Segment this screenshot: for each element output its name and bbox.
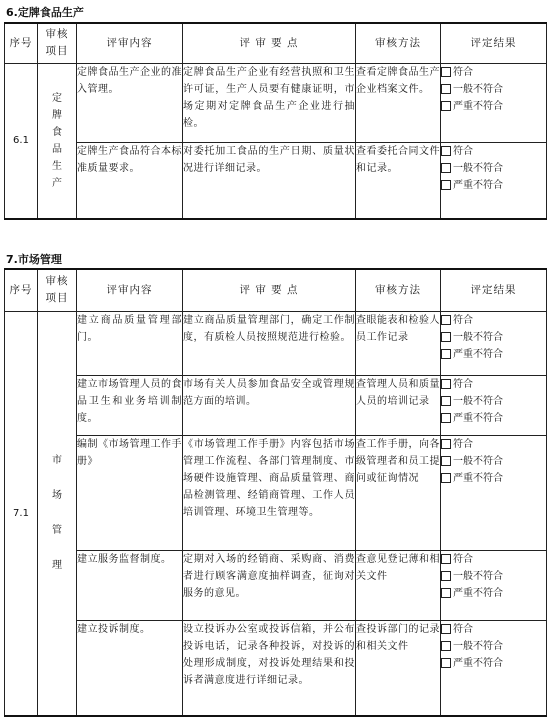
header-points: 评 审 要 点	[183, 23, 356, 63]
table-row	[5, 375, 547, 435]
checkbox[interactable]	[441, 180, 451, 190]
header-no: 序号	[5, 23, 38, 63]
option-label: 严重不符合	[453, 348, 503, 360]
table-row	[5, 435, 547, 550]
review-points: 对委托加工食品的生产日期、质量状况进行详细记录。	[183, 142, 356, 219]
header-project	[38, 269, 77, 311]
review-content: 定牌生产食品符合本标准质量要求。	[77, 142, 183, 219]
checkbox[interactable]	[441, 379, 451, 389]
result-options	[441, 620, 547, 716]
option-label: 严重不符合	[453, 412, 503, 424]
header-result: 评定结果	[441, 23, 547, 63]
header-points: 评 审 要 点	[183, 269, 356, 311]
audit-method: 查意见登记薄和相关文件	[356, 550, 441, 620]
result-options	[441, 550, 547, 620]
result-options	[441, 63, 547, 142]
table-header-row	[5, 23, 547, 63]
checkbox[interactable]	[441, 163, 451, 173]
option-label: 符合	[453, 623, 473, 635]
audit-method: 查看委托合同文件和记录。	[356, 142, 441, 219]
checkbox[interactable]	[441, 554, 451, 564]
checkbox[interactable]	[441, 349, 451, 359]
checkbox[interactable]	[441, 146, 451, 156]
review-points: 定牌食品生产企业有经营执照和卫生许可证，生产人员要有健康证明，市场定期对定牌食品生产企业进行抽检。	[183, 63, 356, 142]
checkbox[interactable]	[441, 473, 451, 483]
review-points: 《市场管理工作手册》内容包括市场管理工作流程、各部门管理制度、市场硬件设施管理、商品质量管理、商品检测管理、经销商管理、工作人员培训管理、环境卫生管理等。	[183, 435, 356, 550]
review-points: 设立投诉办公室或投诉信箱，并公布投诉电话，记录各种投诉，对投诉的处理形成制度，对投诉处理结果和投诉者满意度进行详细记录。	[183, 620, 356, 716]
header-project-line1: 审核	[45, 275, 69, 288]
header-project-line2: 项目	[45, 292, 69, 305]
header-no: 序号	[5, 269, 38, 311]
checkbox[interactable]	[441, 588, 451, 598]
checkbox[interactable]	[441, 439, 451, 449]
project-char: 牌	[52, 109, 62, 121]
checkbox[interactable]	[441, 332, 451, 342]
option-label: 一般不符合	[453, 640, 503, 652]
result-options	[441, 142, 547, 219]
checkbox[interactable]	[441, 396, 451, 406]
option-label: 一般不符合	[453, 455, 503, 467]
header-result: 评定结果	[441, 269, 547, 311]
section-7-table	[4, 268, 547, 717]
checkbox[interactable]	[441, 571, 451, 581]
review-content: 编制《市场管理工作手册》	[77, 435, 183, 550]
project-char: 市	[52, 455, 62, 467]
result-options	[441, 435, 547, 550]
header-method: 审核方法	[356, 23, 441, 63]
table-row	[5, 142, 547, 219]
header-project-line1: 审核	[45, 28, 69, 41]
option-label: 一般不符合	[453, 331, 503, 343]
checkbox[interactable]	[441, 658, 451, 668]
header-content: 评审内容	[77, 269, 183, 311]
checkbox[interactable]	[441, 315, 451, 325]
checkbox[interactable]	[441, 624, 451, 634]
option-label: 严重不符合	[453, 100, 503, 112]
checkbox[interactable]	[441, 456, 451, 466]
result-options	[441, 375, 547, 435]
review-content: 定牌食品生产企业的准入管理。	[77, 63, 183, 142]
item-number: 7.1	[5, 311, 38, 716]
audit-method: 查管理人员和质量人员的培训记录	[356, 375, 441, 435]
checkbox[interactable]	[441, 101, 451, 111]
table-row	[5, 311, 547, 375]
section-6-title: 6.定牌食品生产	[6, 6, 84, 19]
table-row	[5, 550, 547, 620]
option-label: 符合	[453, 378, 473, 390]
option-label: 符合	[453, 438, 473, 450]
option-label: 符合	[453, 145, 473, 157]
checkbox[interactable]	[441, 641, 451, 651]
project-char: 食	[52, 126, 62, 138]
project-char: 定	[52, 92, 62, 104]
table-row	[5, 620, 547, 716]
project-char: 理	[52, 560, 62, 572]
review-content: 建立投诉制度。	[77, 620, 183, 716]
project-char: 生	[52, 160, 62, 172]
option-label: 严重不符合	[453, 657, 503, 669]
header-method: 审核方法	[356, 269, 441, 311]
project-char: 品	[52, 143, 62, 155]
header-project-line2: 项目	[45, 45, 69, 58]
checkbox[interactable]	[441, 84, 451, 94]
option-label: 严重不符合	[453, 472, 503, 484]
review-points: 建立商品质量管理部门，确定工作制度，有质检人员按照规范进行检验。	[183, 311, 356, 375]
option-label: 一般不符合	[453, 570, 503, 582]
audit-method: 查看定牌食品生产企业档案文件。	[356, 63, 441, 142]
project-char: 管	[52, 525, 62, 537]
project-char: 产	[52, 177, 62, 189]
audit-method: 查工作手册，向各级管理者和员工提问或征询情况	[356, 435, 441, 550]
checkbox[interactable]	[441, 67, 451, 77]
option-label: 符合	[453, 66, 473, 78]
item-project	[38, 311, 77, 716]
review-content: 建立商品质量管理部门。	[77, 311, 183, 375]
project-char: 场	[52, 490, 62, 502]
section-6-table	[4, 22, 547, 220]
review-points: 市场有关人员参加食品安全或管理规范方面的培训。	[183, 375, 356, 435]
option-label: 一般不符合	[453, 162, 503, 174]
header-project	[38, 23, 77, 63]
review-content: 建立市场管理人员的食品卫生和业务培训制度。	[77, 375, 183, 435]
review-points: 定期对入场的经销商、采购商、消费者进行顾客满意度抽样调查，征询对服务的意见。	[183, 550, 356, 620]
option-label: 严重不符合	[453, 587, 503, 599]
option-label: 符合	[453, 553, 473, 565]
option-label: 严重不符合	[453, 179, 503, 191]
header-content: 评审内容	[77, 23, 183, 63]
table-header-row	[5, 269, 547, 311]
option-label: 一般不符合	[453, 395, 503, 407]
audit-method: 查投诉部门的记录和相关文件	[356, 620, 441, 716]
option-label: 一般不符合	[453, 83, 503, 95]
item-number: 6.1	[5, 63, 38, 219]
review-content: 建立服务监督制度。	[77, 550, 183, 620]
table-row	[5, 63, 547, 142]
option-label: 符合	[453, 314, 473, 326]
item-project	[38, 63, 77, 219]
section-7-title: 7.市场管理	[6, 253, 62, 266]
checkbox[interactable]	[441, 413, 451, 423]
result-options	[441, 311, 547, 375]
audit-method: 查眼能表和检验人员工作记录	[356, 311, 441, 375]
